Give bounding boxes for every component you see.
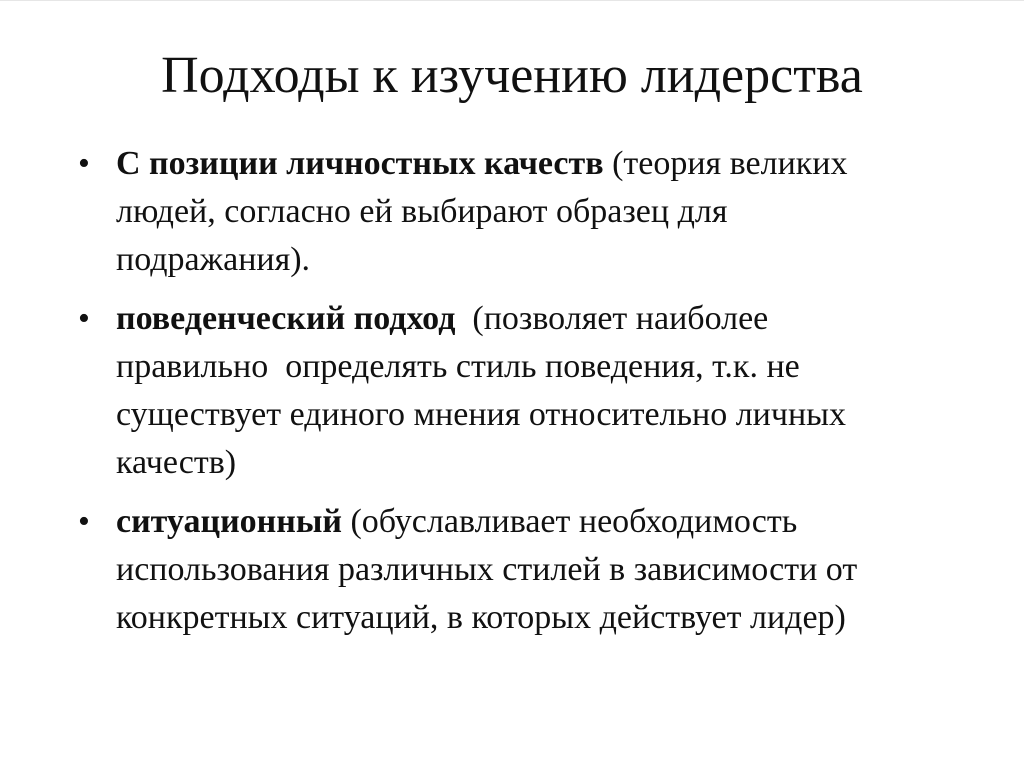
bullet-line: существует единого мнения относительно личных: [116, 396, 847, 433]
bullet-item-personal-qualities: [70, 140, 990, 284]
bullet-line: [116, 498, 990, 546]
bullet-line: правильно определять стиль поведения, т.к. не: [116, 348, 800, 385]
bullet-text: (обуславливает необходимость: [341, 503, 798, 540]
bullet-text: (позволяет наиболее: [455, 300, 769, 337]
bullet-line: [116, 295, 990, 343]
bullet-line: [116, 140, 990, 188]
bullet-lead-text: С позиции личностных качеств: [116, 145, 604, 182]
bullet-list: [70, 140, 990, 653]
slide-top-border: [0, 0, 1024, 1]
bullet-text: (теория великих: [603, 145, 848, 182]
slide-title: Подходы к изучению лидерства: [161, 47, 863, 104]
bullet-lead-text: ситуационный: [116, 503, 342, 540]
bullet-line: конкретных ситуаций, в которых действует лидер): [116, 599, 846, 636]
bullet-line: качеств): [116, 444, 237, 481]
bullet-line: подражания).: [116, 241, 311, 278]
bullet-marker: •: [78, 503, 90, 540]
bullet-line: людей, согласно ей выбирают образец для: [116, 193, 728, 230]
bullet-line: использования различных стилей в зависимости от: [116, 551, 858, 588]
bullet-marker: •: [78, 300, 90, 337]
bullet-marker: •: [78, 145, 90, 182]
bullet-lead-text: поведенческий подход: [116, 300, 456, 337]
bullet-item-behavioral-approach: [70, 295, 990, 487]
bullet-item-situational-approach: [70, 498, 990, 642]
